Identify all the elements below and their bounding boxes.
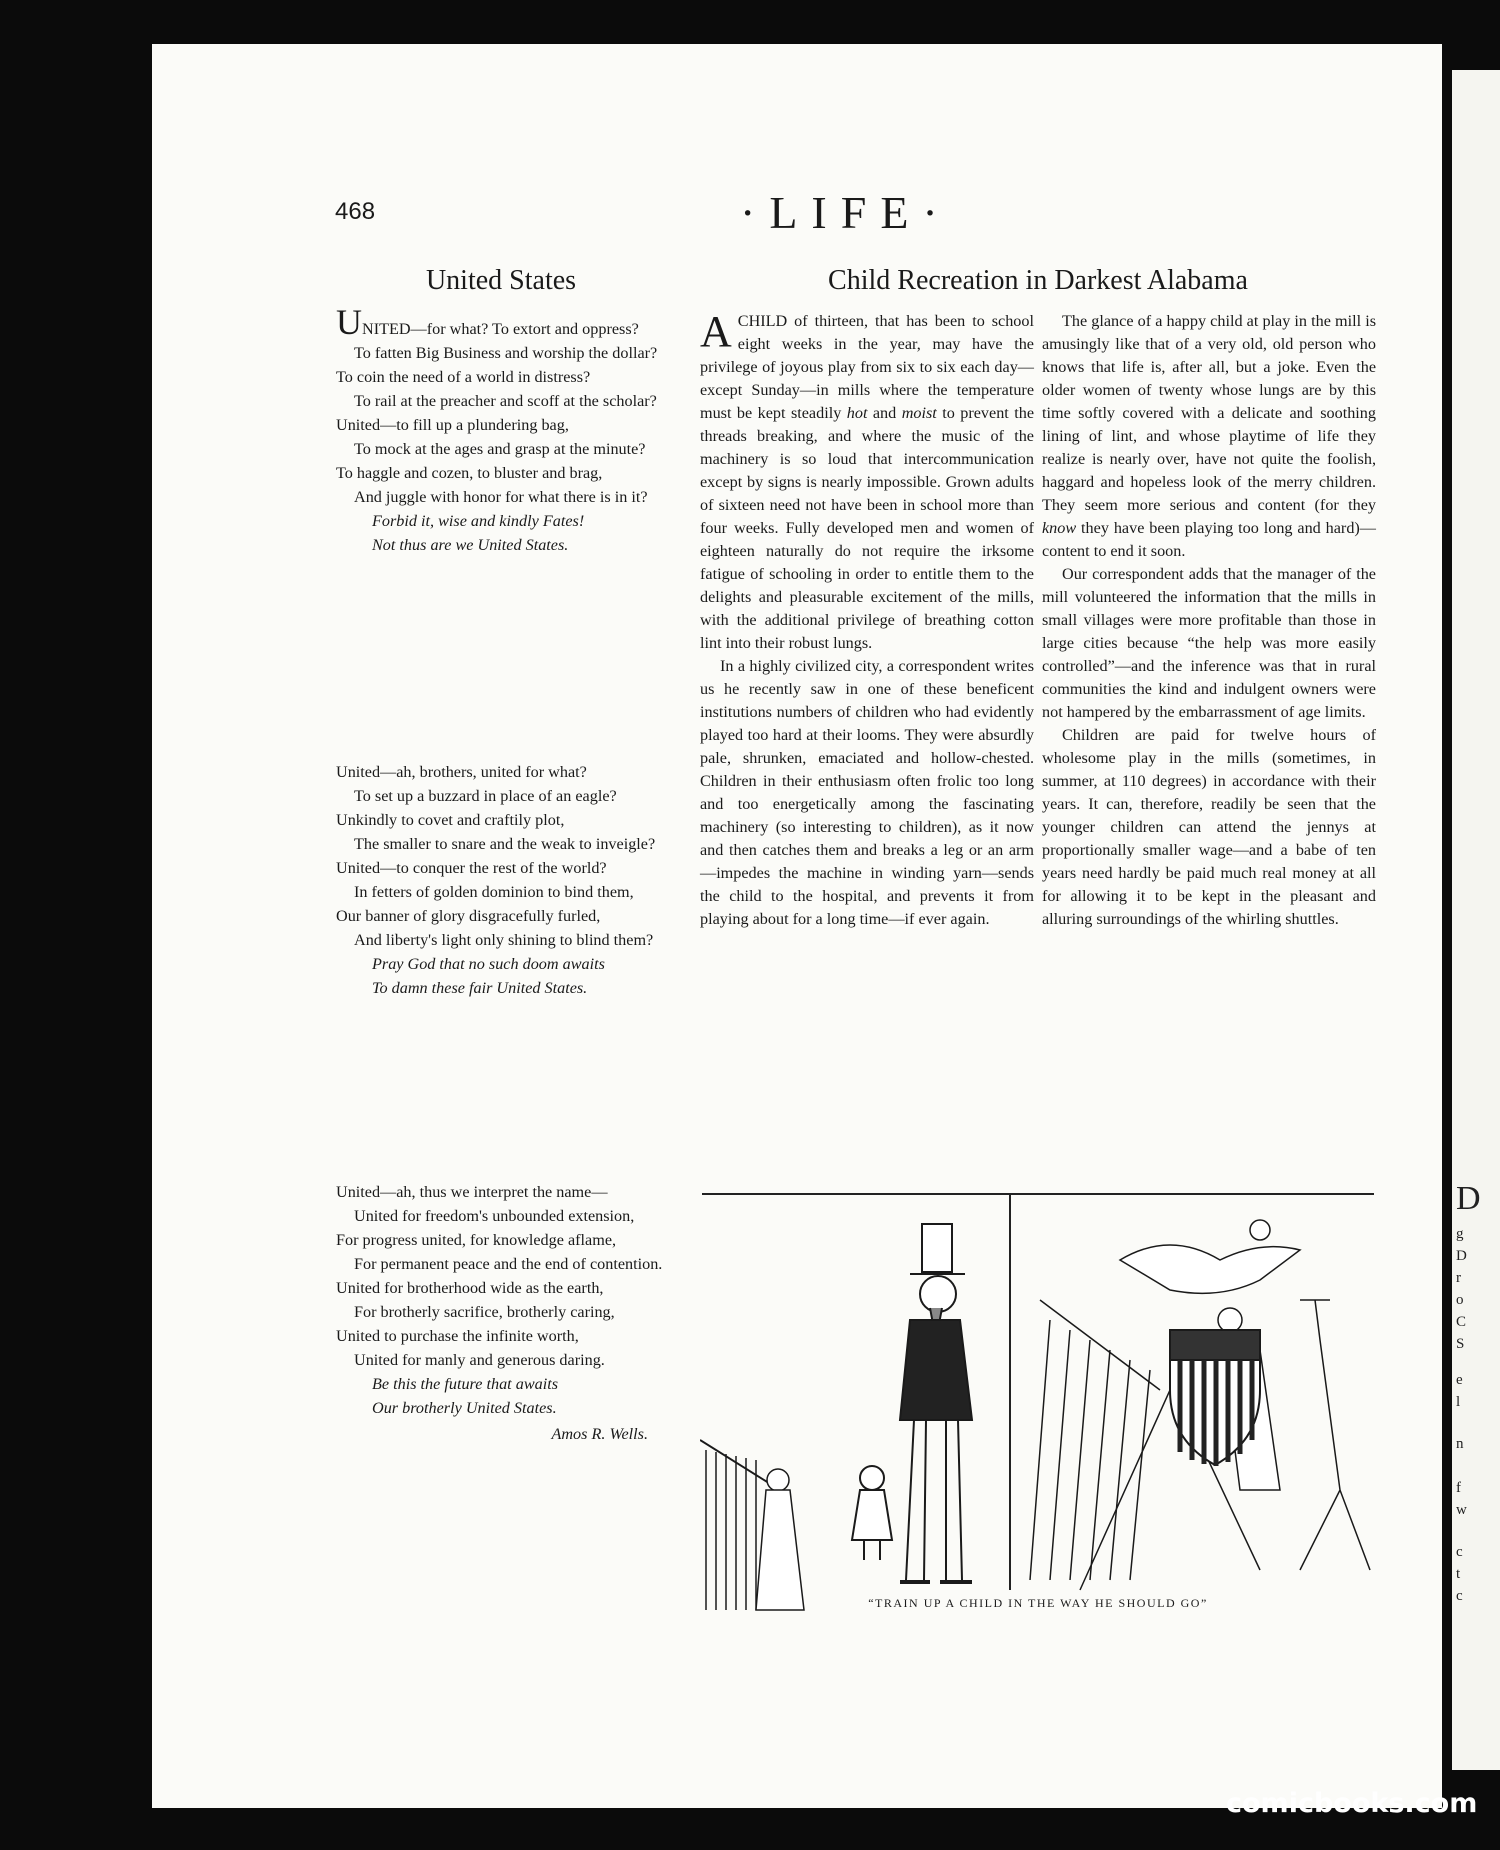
article-column-1 — [700, 307, 1035, 931]
marching-children — [700, 1440, 804, 1610]
article-column-2 — [1042, 310, 1376, 931]
poem-title: United States — [425, 265, 577, 296]
poem-line: United—ah, brothers, united for what? — [336, 763, 587, 781]
article-title: Child Recreation in Darkest Alabama — [828, 265, 1248, 296]
edge-letter: l — [1456, 1394, 1461, 1410]
poem-line: To mock at the ages and grasp at the minute? — [354, 440, 646, 458]
poem-line: And liberty's light only shining to blind them? — [354, 931, 654, 949]
poem-line: United—to fill up a plundering bag, — [336, 416, 569, 434]
refrain-line: Be this the future that awaits — [372, 1375, 558, 1393]
scan-gutter — [1442, 44, 1452, 1808]
watermark: comicbooks.com — [1226, 1788, 1478, 1819]
edge-letter: o — [1456, 1292, 1464, 1308]
poem-line: Our banner of glory disgracefully furled, — [336, 907, 601, 925]
adjacent-page-edge — [1452, 70, 1500, 1770]
poem-part-1 — [336, 302, 668, 557]
edge-letter: n — [1456, 1436, 1464, 1452]
masthead: ·LIFE· — [740, 187, 952, 238]
uncle-sam-figure — [900, 1224, 972, 1582]
edge-letter: C — [1456, 1314, 1467, 1330]
child-figure — [852, 1466, 892, 1560]
refrain-line: To damn these fair United States. — [372, 979, 588, 997]
poem-line: The smaller to snare and the weak to inveigle? — [354, 835, 656, 853]
drop-cap: U — [336, 302, 362, 342]
edge-letter: f — [1456, 1480, 1461, 1496]
edge-letter: D — [1456, 1180, 1481, 1217]
refrain-line: Our brotherly United States. — [372, 1399, 557, 1417]
article-paragraph: In a highly civilized city, a correspondent writes us he recently saw in one of these beneficent institutions numbers of children who had evidently played too hard at their looms. They were absurdly pale, shrunken, emaciated and hollow-chested. Children in their enthusiasm often frolic too long and too energetically among the fascinating machinery (so interesting to children), as it now and then catches them and breaks a leg or an arm—impedes the machine in winding yarn—sends the child to the hospital, and prevents it from playing about for a long time—if ever again. — [700, 657, 1034, 928]
poem-part-2 — [336, 760, 668, 1000]
edge-letter: t — [1456, 1566, 1461, 1582]
poem-line: United to purchase the infinite worth, — [336, 1327, 579, 1345]
poem-line: Unkindly to covet and craftily plot, — [336, 811, 565, 829]
poem-part-3 — [336, 1180, 668, 1446]
eagle-figure — [1120, 1220, 1300, 1293]
edge-letter: c — [1456, 1588, 1463, 1604]
poem-line: UNITED—for what? To extort and oppress? — [336, 302, 639, 342]
edge-letter: e — [1456, 1372, 1463, 1388]
stanza-3 — [336, 1180, 668, 1372]
poem-line: And juggle with honor for what there is in it? — [354, 488, 648, 506]
edge-letter: g — [1456, 1226, 1464, 1242]
stanza-2 — [336, 760, 668, 952]
poem-line: To haggle and cozen, to bluster and brag, — [336, 464, 603, 482]
edge-letter: r — [1456, 1270, 1461, 1286]
refrain-line: Pray God that no such doom awaits — [372, 955, 605, 973]
article-paragraph: Children are paid for twelve hours of wholesome play in the mills (sometimes, in summer, at 110 degrees) in accordance with their years. It can, therefore, readily be seen that the younger children can attend the jennys at proportionally smaller wage—and a babe of ten years need hardly be paid much real money at all for allowing it to be kept in the pleasant and alluring surroundings of the whirling shuttles. — [1042, 726, 1376, 928]
edge-letter: c — [1456, 1544, 1463, 1560]
edge-letter: w — [1456, 1502, 1467, 1518]
poem-line: United for manly and generous daring. — [354, 1351, 605, 1369]
poem-author: Amos R. Wells. — [551, 1425, 648, 1443]
drop-cap: A — [700, 307, 732, 356]
poem-line: United for freedom's unbounded extension, — [354, 1207, 635, 1225]
poem-line: For progress united, for knowledge aflame, — [336, 1231, 617, 1249]
poem-line: To coin the need of a world in distress? — [336, 368, 591, 386]
cartoon-illustration — [700, 1190, 1376, 1630]
article-paragraph: A CHILD of thirteen, that has been to school eight weeks in the year, may have the privilege of joyous play from six to six each day—except Sunday—in mills where the temperature must be kept steadily hot and moist to prevent the threads breaking, and where the music of the machinery is so loud that intercommunication except by signs is nearly impossible. Grown adults of sixteen need not have been in school more than four weeks. Fully developed men and women of eighteen naturally do not require the irksome fatigue of schooling in order to entitle them to the delights and pleasurable excitement of the mills, with the additional privilege of breathing cotton lint into their robust lungs. — [700, 307, 1035, 652]
edge-letter: D — [1456, 1248, 1467, 1264]
refrain-line: Not thus are we United States. — [372, 536, 569, 554]
article-paragraph: The glance of a happy child at play in the mill is amusingly like that of a very old, old person who knows that life is, after all, but a joke. Even the older women of twenty whose lungs are by this time softly covered with a delicate and soothing lining of lint, and whose playtime of life they realize is nearly over, have not quite the foolish, haggard and hopeless look of the merry children. They seem more serious and content (for they know they have been playing too long and hard)—content to end it soon. — [1042, 312, 1376, 560]
poem-line: To set up a buzzard in place of an eagle? — [354, 787, 617, 805]
poem-line: United for brotherhood wide as the earth, — [336, 1279, 604, 1297]
poem-line: United—to conquer the rest of the world? — [336, 859, 607, 877]
article-paragraph: Our correspondent adds that the manager of the mill volunteered the information that the mills in small villages were more profitable than those in large cities because “the help was more easily controlled”—and the inference was that in rural communities the kind and indulgent owners were not hampered by the embarrassment of age limits. — [1042, 565, 1376, 721]
stanza-1 — [336, 302, 668, 509]
page-number: 468 — [335, 198, 376, 225]
poem-line: For brotherly sacrifice, brotherly caring, — [354, 1303, 615, 1321]
refrain-line: Forbid it, wise and kindly Fates! — [372, 512, 585, 530]
poem-line: To rail at the preacher and scoff at the scholar? — [354, 392, 657, 410]
cartoon-caption: “TRAIN UP A CHILD IN THE WAY HE SHOULD GO” — [868, 1596, 1208, 1610]
poem-line: To fatten Big Business and worship the dollar? — [354, 344, 658, 362]
poem-line: United—ah, thus we interpret the name— — [336, 1183, 608, 1201]
poem-line: For permanent peace and the end of contention. — [354, 1255, 663, 1273]
edge-letter: S — [1456, 1336, 1465, 1352]
poem-line: In fetters of golden dominion to bind them, — [354, 883, 634, 901]
